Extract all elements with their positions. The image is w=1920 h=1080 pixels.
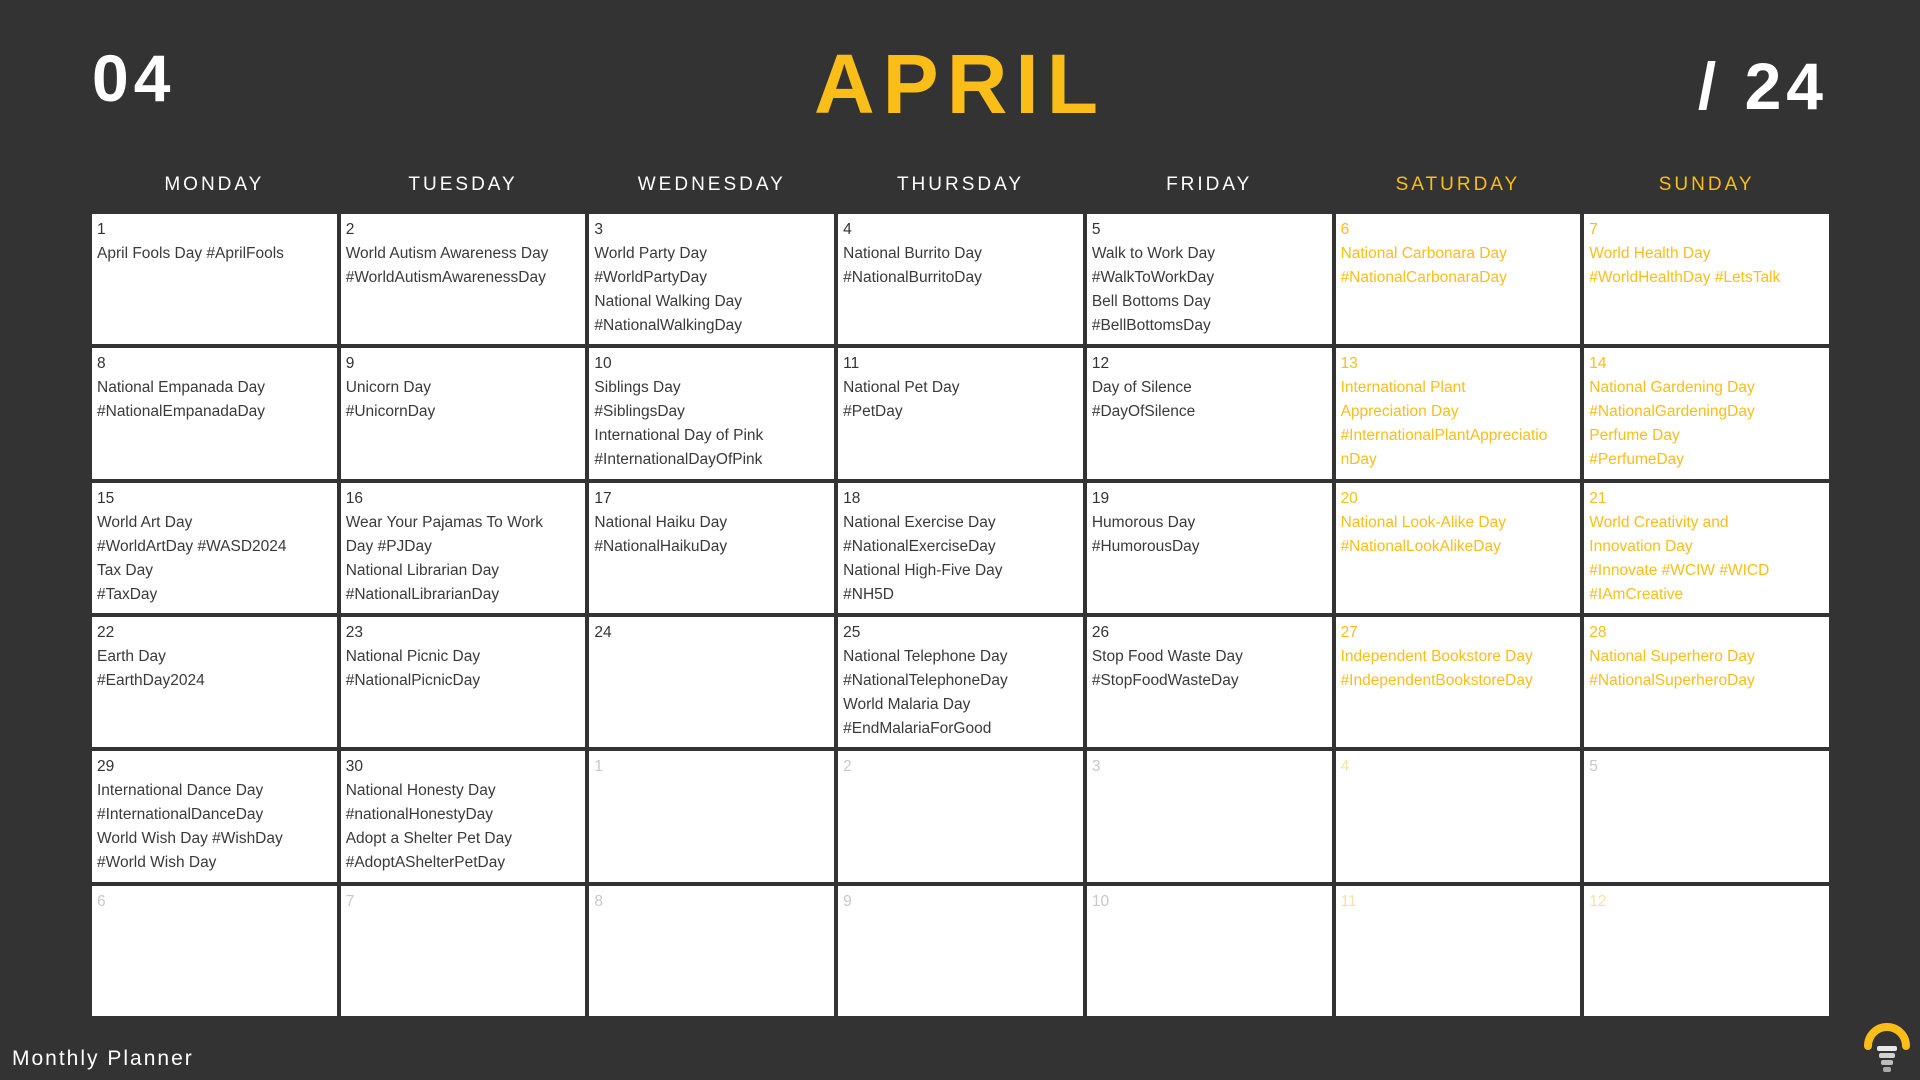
event-text: #NH5D xyxy=(843,585,894,603)
event-text: Independent Bookstore Day xyxy=(1340,647,1533,665)
day-number: 4 xyxy=(843,221,852,238)
calendar-cell[interactable] xyxy=(589,214,834,344)
event-text: Walk to Work Day xyxy=(1091,245,1216,262)
day-number: 30 xyxy=(345,758,363,776)
day-number: 6 xyxy=(1340,221,1350,238)
calendar-cell[interactable] xyxy=(341,214,586,344)
month-number: 04 xyxy=(92,41,176,115)
event-text: #NationalEmpanadaDay xyxy=(97,403,266,421)
event-text: National Superhero Day xyxy=(1589,647,1755,665)
event-text: #TaxDay xyxy=(97,585,158,603)
event-text: #IndependentBookstoreDay xyxy=(1340,671,1533,689)
event-text: #NationalCarbonaraDay xyxy=(1340,269,1507,286)
calendar-cell[interactable] xyxy=(1336,214,1581,344)
calendar-cell[interactable] xyxy=(341,751,586,881)
day-number: 9 xyxy=(345,355,355,373)
calendar-cell-outside-month[interactable] xyxy=(341,886,586,1016)
calendar-cell[interactable] xyxy=(1087,214,1332,344)
event-text: National Telephone Day xyxy=(843,647,1008,665)
day-number: 7 xyxy=(1589,221,1598,238)
event-text: #World Wish Day xyxy=(97,854,217,872)
event-text: National Burrito Day xyxy=(843,245,982,262)
event-text: World Party Day xyxy=(594,245,707,262)
calendar-cell[interactable] xyxy=(1087,483,1332,613)
event-text: International Dance Day xyxy=(97,782,264,800)
event-text: International Plant xyxy=(1340,379,1466,397)
event-text: Perfume Day xyxy=(1589,427,1680,445)
day-number: 2 xyxy=(843,758,852,776)
event-text: Stop Food Waste Day xyxy=(1091,647,1243,665)
calendar-cell[interactable] xyxy=(92,483,337,613)
event-text: National Empanada Day xyxy=(97,379,266,397)
event-text: #PerfumeDay xyxy=(1589,451,1685,469)
calendar-cell[interactable] xyxy=(92,348,337,478)
day-number: 26 xyxy=(1091,623,1110,641)
day-number: 17 xyxy=(594,489,612,507)
weekday-monday: MONDAY xyxy=(164,174,265,195)
event-text: National Honesty Day xyxy=(345,782,496,800)
calendar-cell-outside-month[interactable] xyxy=(589,751,834,881)
event-text: National Carbonara Day xyxy=(1340,245,1507,262)
event-text: Innovation Day xyxy=(1589,537,1693,555)
event-text: Bell Bottoms Day xyxy=(1091,293,1211,310)
event-text: #InternationalDayOfPink xyxy=(594,451,763,469)
calendar-cell[interactable] xyxy=(589,617,834,747)
weekday-header-row xyxy=(92,168,1829,202)
calendar-cell-outside-month[interactable] xyxy=(589,886,834,1016)
event-text: #WorldHealthDay #LetsTalk xyxy=(1589,269,1781,286)
event-text: World Art Day xyxy=(97,513,193,531)
day-number: 8 xyxy=(97,355,106,373)
calendar-cell[interactable] xyxy=(838,214,1083,344)
calendar-cell-outside-month[interactable] xyxy=(1336,751,1581,881)
day-number: 7 xyxy=(345,892,355,910)
event-text: #nationalHonestyDay xyxy=(345,806,494,824)
day-number: 24 xyxy=(594,623,612,641)
calendar-cell[interactable] xyxy=(589,348,834,478)
event-text: Earth Day xyxy=(97,647,166,665)
footer-label: Monthly Planner xyxy=(12,1047,194,1070)
day-number: 9 xyxy=(843,892,852,910)
event-text: #StopFoodWasteDay xyxy=(1091,671,1239,689)
event-text: World Creativity and xyxy=(1589,513,1729,531)
event-text: #HumorousDay xyxy=(1091,537,1200,555)
day-number: 3 xyxy=(1091,758,1101,776)
event-text: #SiblingsDay xyxy=(594,403,685,421)
day-number: 19 xyxy=(1091,489,1110,507)
event-text: National Librarian Day xyxy=(345,561,500,579)
calendar-grid xyxy=(92,214,1829,1016)
event-text: Wear Your Pajamas To Work xyxy=(345,513,543,531)
event-text: Adopt a Shelter Pet Day xyxy=(345,830,512,848)
calendar-cell[interactable] xyxy=(1336,617,1581,747)
calendar-cell[interactable] xyxy=(341,617,586,747)
day-number: 12 xyxy=(1091,355,1110,373)
event-text: National Haiku Day xyxy=(594,513,728,531)
calendar-cell[interactable] xyxy=(1584,214,1829,344)
event-text: National Look-Alike Day xyxy=(1340,513,1506,531)
day-number: 4 xyxy=(1340,758,1350,776)
event-text: World Wish Day #WishDay xyxy=(97,830,283,848)
calendar-cell[interactable] xyxy=(341,348,586,478)
event-text: Humorous Day xyxy=(1091,513,1196,531)
event-text: #DayOfSilence xyxy=(1091,403,1196,421)
event-text: National High-Five Day xyxy=(843,561,1003,579)
event-text: #NationalBurritoDay xyxy=(843,269,982,286)
year-label: / 24 xyxy=(1697,49,1828,123)
calendar-cell-outside-month[interactable] xyxy=(1087,751,1332,881)
day-number: 22 xyxy=(97,623,115,641)
weekday-thursday: THURSDAY xyxy=(896,174,1025,195)
day-number: 10 xyxy=(594,355,612,373)
calendar-cell-outside-month[interactable] xyxy=(92,886,337,1016)
event-text: National Gardening Day xyxy=(1589,379,1755,397)
day-number: 29 xyxy=(97,758,115,776)
weekday-sunday: SUNDAY xyxy=(1658,174,1755,195)
event-text: #WalkToWorkDay xyxy=(1091,269,1215,286)
event-text: #EndMalariaForGood xyxy=(843,719,992,737)
day-number: 5 xyxy=(1589,758,1598,776)
weekday-tuesday: TUESDAY xyxy=(408,174,518,195)
calendar-cell[interactable] xyxy=(589,483,834,613)
day-number: 8 xyxy=(594,892,604,910)
day-number: 11 xyxy=(1340,892,1357,910)
event-text: National Walking Day xyxy=(594,293,743,310)
calendar-cell[interactable] xyxy=(1584,348,1829,478)
event-text: Day of Silence xyxy=(1091,379,1192,397)
weekday-wednesday: WEDNESDAY xyxy=(637,174,786,195)
event-text: #IAmCreative xyxy=(1589,585,1684,603)
calendar-cell[interactable] xyxy=(838,617,1083,747)
calendar-cell[interactable] xyxy=(1336,483,1581,613)
weekday-saturday: SATURDAY xyxy=(1395,174,1521,195)
calendar-cell-outside-month[interactable] xyxy=(1336,886,1581,1016)
event-text: #WorldArtDay #WASD2024 xyxy=(97,537,287,555)
event-text: #WorldPartyDay xyxy=(594,269,707,286)
calendar-cell[interactable] xyxy=(838,483,1083,613)
event-text: #NationalLookAlikeDay xyxy=(1340,537,1501,555)
event-text: Unicorn Day xyxy=(345,379,431,397)
event-text: National Picnic Day xyxy=(345,647,481,665)
event-text: #NationalExerciseDay xyxy=(843,537,996,555)
event-text: #AdoptAShelterPetDay xyxy=(345,854,506,872)
event-text: #NationalLibrarianDay xyxy=(345,585,500,603)
event-text: #NationalHaikuDay xyxy=(594,537,728,555)
event-text: Day #PJDay xyxy=(345,537,432,555)
day-number: 21 xyxy=(1589,489,1607,507)
event-text: National Pet Day xyxy=(843,379,960,397)
day-number: 20 xyxy=(1340,489,1358,507)
calendar-cell[interactable] xyxy=(341,483,586,613)
calendar-cell[interactable] xyxy=(838,348,1083,478)
event-text: National Exercise Day xyxy=(843,513,996,531)
event-text: #NationalTelephoneDay xyxy=(843,671,1008,689)
event-text: #Innovate #WCIW #WICD xyxy=(1589,561,1770,579)
day-number: 14 xyxy=(1589,355,1607,373)
day-number: 10 xyxy=(1091,892,1110,910)
day-number: 16 xyxy=(345,489,363,507)
event-text: World Health Day xyxy=(1589,245,1711,262)
day-number: 6 xyxy=(97,892,106,910)
calendar-cell[interactable] xyxy=(1087,617,1332,747)
day-number: 25 xyxy=(843,623,861,641)
day-number: 23 xyxy=(345,623,363,641)
event-text: #InternationalPlantAppreciatio xyxy=(1340,427,1548,445)
day-number: 18 xyxy=(843,489,861,507)
day-number: 15 xyxy=(97,489,115,507)
event-text: Siblings Day xyxy=(594,379,681,397)
event-text: #NationalSuperheroDay xyxy=(1589,671,1755,689)
event-text: #NationalPicnicDay xyxy=(345,671,481,689)
event-text: #NationalWalkingDay xyxy=(594,317,743,334)
day-number: 1 xyxy=(594,758,604,776)
calendar-cell[interactable] xyxy=(92,617,337,747)
event-text: #EarthDay2024 xyxy=(97,671,205,689)
event-text: #NationalGardeningDay xyxy=(1589,403,1755,421)
event-text: April Fools Day #AprilFools xyxy=(97,245,284,262)
calendar-cell-outside-month[interactable] xyxy=(1584,886,1829,1016)
day-number: 2 xyxy=(345,221,355,238)
calendar-cell[interactable] xyxy=(92,751,337,881)
brand-logo-icon xyxy=(1862,1016,1912,1074)
day-number: 3 xyxy=(594,221,604,238)
weekday-friday: FRIDAY xyxy=(1166,174,1253,195)
day-number: 5 xyxy=(1091,221,1101,238)
day-number: 1 xyxy=(97,221,106,238)
day-number: 27 xyxy=(1340,623,1358,641)
calendar-cell-outside-month[interactable] xyxy=(838,886,1083,1016)
calendar-cell-outside-month[interactable] xyxy=(838,751,1083,881)
calendar-cell[interactable] xyxy=(1584,617,1829,747)
event-text: #WorldAutismAwarenessDay xyxy=(345,269,546,286)
calendar-cell[interactable] xyxy=(1584,483,1829,613)
calendar-cell[interactable] xyxy=(1087,348,1332,478)
calendar-cell[interactable] xyxy=(92,214,337,344)
event-text: nDay xyxy=(1340,451,1377,469)
calendar-cell-outside-month[interactable] xyxy=(1584,751,1829,881)
calendar-cell-outside-month[interactable] xyxy=(1087,886,1332,1016)
event-text: Appreciation Day xyxy=(1340,403,1459,421)
event-text: World Autism Awareness Day xyxy=(345,245,549,262)
event-text: World Malaria Day xyxy=(843,695,971,713)
event-text: #InternationalDanceDay xyxy=(97,806,264,824)
event-text: Tax Day xyxy=(97,561,153,579)
day-number: 11 xyxy=(843,355,860,373)
calendar-cell[interactable] xyxy=(1336,348,1581,478)
day-number: 12 xyxy=(1589,892,1607,910)
day-number: 28 xyxy=(1589,623,1607,641)
event-text: International Day of Pink xyxy=(594,427,764,445)
event-text: #PetDay xyxy=(843,403,903,421)
event-text: #UnicornDay xyxy=(345,403,436,421)
month-title: APRIL xyxy=(814,37,1106,131)
day-number: 13 xyxy=(1340,355,1358,373)
event-text: #BellBottomsDay xyxy=(1091,317,1211,334)
